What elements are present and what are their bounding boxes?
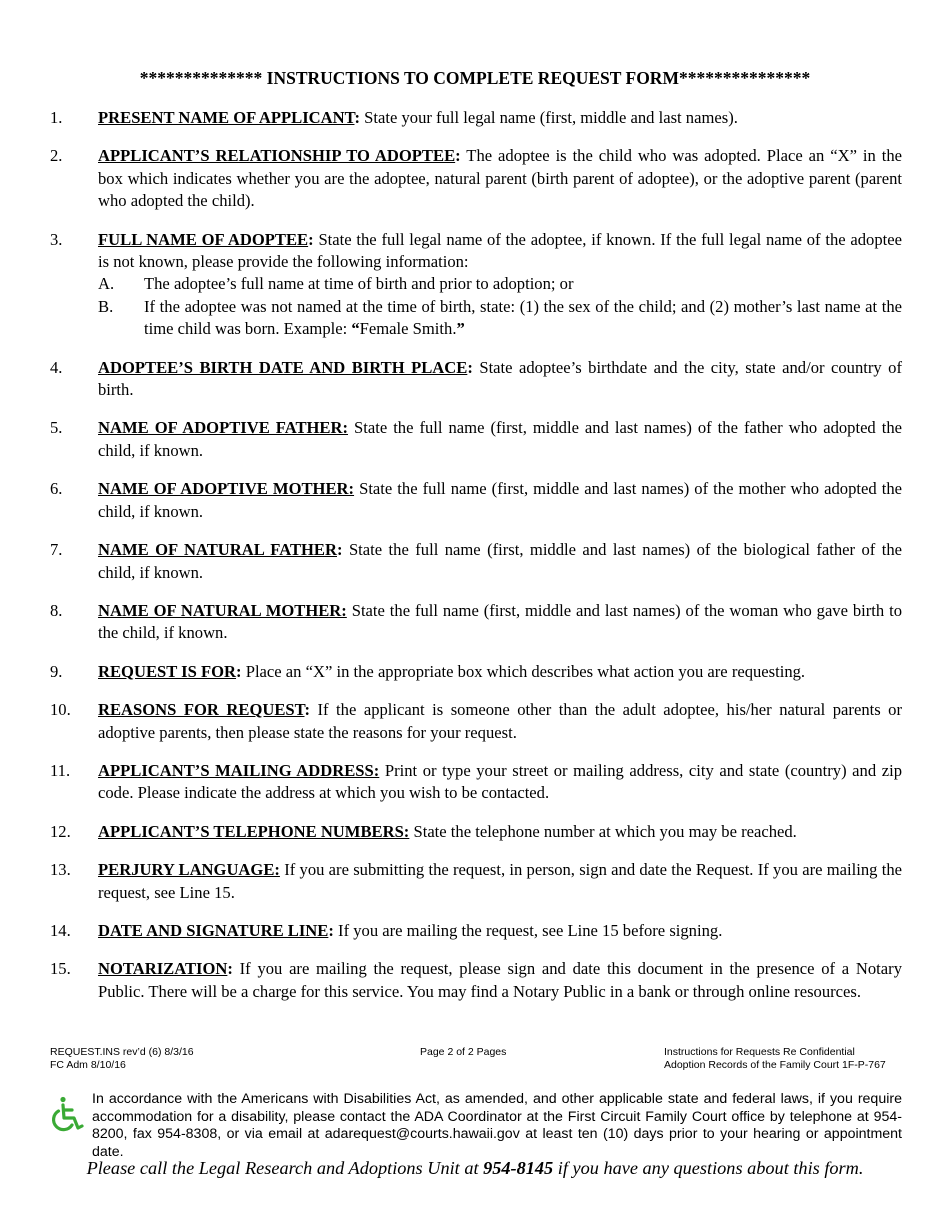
- item-number: 15.: [50, 959, 71, 979]
- item-label: NAME OF NATURAL MOTHER:: [98, 600, 347, 620]
- item-colon: :: [467, 357, 473, 377]
- instruction-item-7: [50, 539, 902, 584]
- item-colon: :: [308, 229, 314, 249]
- contact-text-before: Please call the Legal Research and Adoptions Unit at: [86, 1158, 484, 1178]
- item-text: If you are mailing the request, see Line 15 before signing.: [333, 920, 723, 940]
- item-text: Place an “X” in the appropriate box which describes what action you are requesting.: [241, 661, 806, 681]
- item-label: NAME OF NATURAL FATHER: [98, 540, 337, 560]
- item-text: State your full legal name (first, middle and last names).: [360, 108, 738, 127]
- item-colon: :: [328, 920, 334, 940]
- sub-item-a: [98, 273, 902, 295]
- item-text: State the full name (first, middle and last names) of the woman who gave birth to the child, if known.: [98, 600, 902, 643]
- footer-form-title-2: Adoption Records of the Family Court 1F-P-767: [664, 1059, 886, 1071]
- item-label: REASONS FOR REQUEST: [98, 700, 305, 720]
- quote-close: ”: [456, 319, 465, 339]
- item-label: PERJURY LANGUAGE:: [98, 860, 280, 880]
- instruction-item-1: [50, 107, 902, 129]
- item-text: If the applicant is someone other than the adult adoptee, his/her natural parents or adoptive parents, then please state the reasons for your request.: [98, 700, 903, 742]
- sub-item-letter: A.: [98, 274, 115, 294]
- footer-form-admin: FC Adm 8/10/16: [50, 1059, 126, 1071]
- instruction-item-8: [50, 600, 902, 645]
- footer-right: [664, 1046, 886, 1072]
- instruction-item-3: [50, 229, 902, 341]
- item-label: DATE AND SIGNATURE LINE: [98, 920, 329, 940]
- item-text: State adoptee’s birthdate and the city, state and/or country of birth.: [98, 357, 902, 400]
- example-text: Female Smith.: [359, 319, 457, 339]
- item-label: FULL NAME OF ADOPTEE: [98, 229, 309, 249]
- sub-item-text: If the adoptee was not named at the time of birth, state: (1) the sex of the child; and (2) mother’s last name at the time child was born. Example:: [144, 296, 902, 339]
- item-colon: :: [337, 540, 343, 560]
- wheelchair-accessibility-icon: [48, 1094, 88, 1134]
- footer-left: [50, 1046, 194, 1072]
- instruction-item-4: [50, 357, 902, 402]
- item-label: REQUEST IS FOR: [98, 661, 237, 681]
- instruction-item-11: [50, 760, 902, 805]
- instruction-item-6: [50, 478, 902, 523]
- instructions-list: [50, 107, 902, 1019]
- item-number: 7.: [50, 540, 63, 560]
- item-number: 4.: [50, 357, 63, 377]
- item-text: State the full name (first, middle and last names) of the biological father of the child, if known.: [98, 540, 902, 582]
- item-colon: :: [304, 700, 311, 720]
- instruction-item-10: [50, 699, 902, 744]
- item-text: The adoptee is the child who was adopted. Place an “X” in the box which indicates whether you are the adoptee, natural parent (birth parent of adoptee), or the adoptive parent (parent who adopted the child).: [98, 146, 902, 211]
- instruction-item-13: [50, 859, 902, 904]
- sub-item-b: [98, 296, 902, 341]
- item-label: ADOPTEE’S BIRTH DATE AND BIRTH PLACE: [98, 357, 468, 377]
- footer-form-title: Instructions for Requests Re Confidential: [664, 1046, 855, 1058]
- item-number: 14.: [50, 920, 71, 940]
- footer-form-revision: REQUEST.INS rev’d (6) 8/3/16: [50, 1046, 194, 1058]
- instruction-item-9: [50, 661, 902, 683]
- item-label: NOTARIZATION: [98, 959, 228, 979]
- item-text: State the full name (first, middle and last names) of the mother who adopted the child, if known.: [98, 479, 902, 521]
- item-number: 5.: [50, 418, 63, 438]
- item-label: NAME OF ADOPTIVE FATHER:: [98, 418, 349, 438]
- contact-text-after: if you have any questions about this form.: [553, 1158, 864, 1178]
- item-colon: :: [354, 108, 360, 127]
- item-number: 9.: [50, 661, 63, 681]
- instruction-item-15: [50, 958, 902, 1003]
- contact-line: [0, 1158, 950, 1179]
- item-label: PRESENT NAME OF APPLICANT: [98, 108, 355, 127]
- item-number: 11.: [50, 760, 71, 780]
- item-text: State the full name (first, middle and last names) of the father who adopted the child, if known.: [98, 418, 903, 460]
- item-colon: :: [227, 959, 233, 979]
- item-number: 6.: [50, 479, 63, 499]
- page-title: ************** INSTRUCTIONS TO COMPLETE REQUEST FORM***************: [139, 68, 811, 88]
- item-text: State the telephone number at which you may be reached.: [409, 821, 797, 841]
- item-colon: :: [455, 146, 461, 166]
- instruction-item-5: [50, 417, 902, 462]
- contact-phone: 954-8145: [483, 1158, 554, 1178]
- item-number: 13.: [50, 860, 71, 880]
- item-number: 1.: [50, 108, 63, 127]
- item-label: APPLICANT’S MAILING ADDRESS:: [98, 760, 380, 780]
- item-number: 8.: [50, 600, 63, 620]
- instruction-item-12: [50, 821, 902, 843]
- instruction-item-14: [50, 920, 902, 942]
- item-number: 2.: [50, 146, 63, 166]
- sub-item-letter: B.: [98, 296, 114, 316]
- item-number: 12.: [50, 821, 71, 841]
- item-number: 3.: [50, 229, 63, 249]
- item-label: NAME OF ADOPTIVE MOTHER:: [98, 479, 355, 499]
- ada-notice: In accordance with the Americans with Disabilities Act, as amended, and other applicable state and federal laws, if you require accommodation for a disability, please contact the ADA Coordinator at the First Circuit Family Court office by telephone at 954-8200, fax 954-8308, or via email at adarequest@courts.hawaii.gov at least ten (10) days prior to your hearing or appointment date.: [92, 1091, 902, 1160]
- item-label: APPLICANT’S TELEPHONE NUMBERS:: [98, 821, 410, 841]
- quote-open: “: [351, 319, 360, 339]
- sub-item-text: The adoptee’s full name at time of birth and prior to adoption; or: [144, 274, 574, 294]
- item-colon: :: [236, 661, 242, 681]
- item-text: If you are mailing the request, please sign and date this document in the presence of a Notary Public. There will be a charge for this service. You may find a Notary Public in a bank or through online resources.: [98, 959, 902, 1001]
- instruction-item-2: [50, 145, 902, 212]
- item-text: State the full legal name of the adoptee, if known. If the full legal name of the adoptee is not known, please provide the following information:: [98, 229, 902, 272]
- item-label: APPLICANT’S RELATIONSHIP TO ADOPTEE: [98, 146, 456, 166]
- footer-page-number: Page 2 of 2 Pages: [420, 1046, 507, 1058]
- item-text: Print or type your street or mailing address, city and state (country) and zip code. Please indicate the address at which you wish to be contacted.: [98, 760, 902, 803]
- item-number: 10.: [50, 700, 71, 720]
- item-text: If you are submitting the request, in person, sign and date the Request. If you are mailing the request, see Line 15.: [98, 860, 902, 902]
